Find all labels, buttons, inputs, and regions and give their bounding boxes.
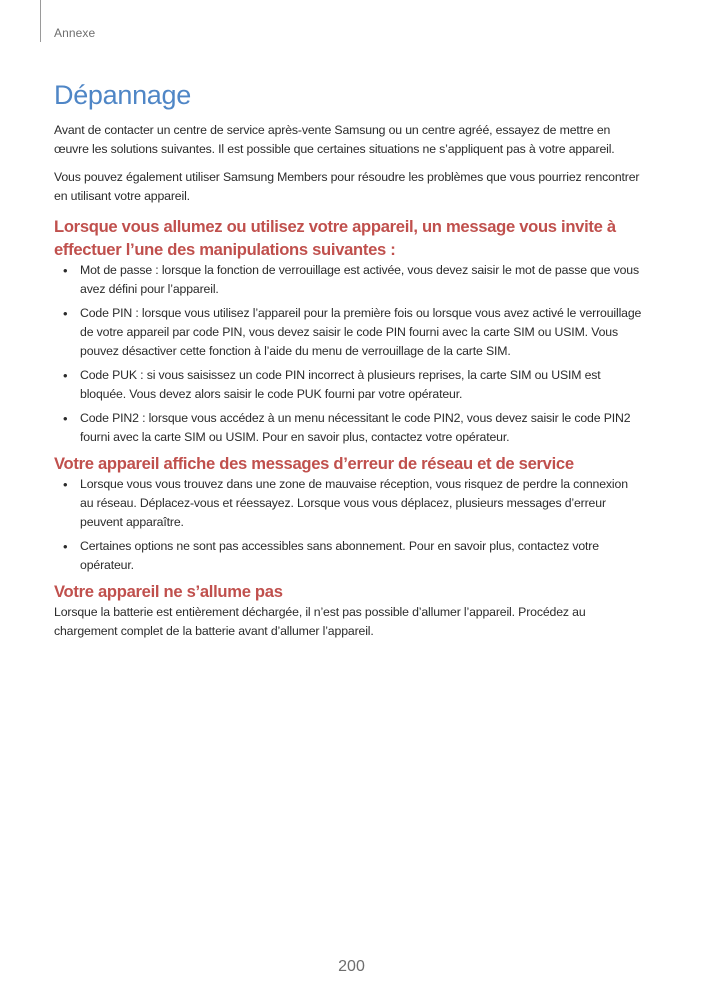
network-errors-list (54, 475, 644, 575)
page-title: Dépannage (54, 80, 191, 110)
section-heading-no-power: Votre appareil ne s’allume pas (54, 582, 283, 601)
section-heading-network-errors: Votre appareil affiche des messages d’erreur de réseau et de service (54, 454, 574, 473)
bullet-icon: • (63, 368, 68, 383)
list-item (54, 304, 644, 361)
list-item (54, 366, 644, 404)
list-item (54, 537, 644, 575)
list-item-text: Code PIN : lorsque vous utilisez l’appareil pour la première fois ou lorsque vous avez activé le verrouillage de votre appareil par code PIN, vous devez saisir le code PIN fourni avec la carte SIM ou USIM. Vous pouvez désactiver cette fonction à l’aide du menu de verrouillage de la carte SIM. (80, 306, 642, 358)
intro-paragraph-2: Vous pouvez également utiliser Samsung Members pour résoudre les problèmes que vous pourriez rencontrer en utilisant votre appareil. (54, 170, 640, 203)
list-item (54, 409, 644, 447)
prompts-list (54, 261, 644, 447)
list-item-text: Code PUK : si vous saisissez un code PIN incorrect à plusieurs reprises, la carte SIM ou USIM est bloquée. Vous devez alors saisir le code PUK fourni par votre opérateur. (80, 368, 601, 401)
list-item-text: Lorsque vous vous trouvez dans une zone de mauvaise réception, vous risquez de perdre la connexion au réseau. Déplacez-vous et réessayez. Lorsque vous vous déplacez, plusieurs messages d’erreur peuvent apparaître. (80, 477, 628, 529)
no-power-paragraph: Lorsque la batterie est entièrement déchargée, il n’est pas possible d’allumer l’appareil. Procédez au chargement complet de la batterie avant d’allumer l’appareil. (54, 605, 586, 638)
intro-paragraph-1: Avant de contacter un centre de service après-vente Samsung ou un centre agréé, essayez de mettre en œuvre les solutions suivantes. Il est possible que certaines situations ne s’appliquent pas à votre appareil. (54, 123, 615, 156)
bullet-icon: • (63, 263, 68, 278)
bullet-icon: • (63, 539, 68, 554)
list-item (54, 475, 644, 532)
page-number: 200 (338, 958, 365, 975)
section-heading-prompts: Lorsque vous allumez ou utilisez votre appareil, un message vous invite à effectuer l’une des manipulations suivantes : (54, 217, 616, 259)
list-item-text: Code PIN2 : lorsque vous accédez à un menu nécessitant le code PIN2, vous devez saisir le code PIN2 fourni avec la carte SIM ou USIM. Pour en savoir plus, contactez votre opérateur. (80, 411, 631, 444)
page-content (54, 80, 644, 650)
section-label: Annexe (54, 26, 96, 40)
list-item-text: Mot de passe : lorsque la fonction de verrouillage est activée, vous devez saisir le mot de passe que vous avez défini pour l’appareil. (80, 263, 639, 296)
list-item-text: Certaines options ne sont pas accessibles sans abonnement. Pour en savoir plus, contactez votre opérateur. (80, 539, 599, 572)
margin-rule (40, 0, 41, 42)
bullet-icon: • (63, 411, 68, 426)
bullet-icon: • (63, 477, 68, 492)
list-item (54, 261, 644, 299)
bullet-icon: • (63, 306, 68, 321)
